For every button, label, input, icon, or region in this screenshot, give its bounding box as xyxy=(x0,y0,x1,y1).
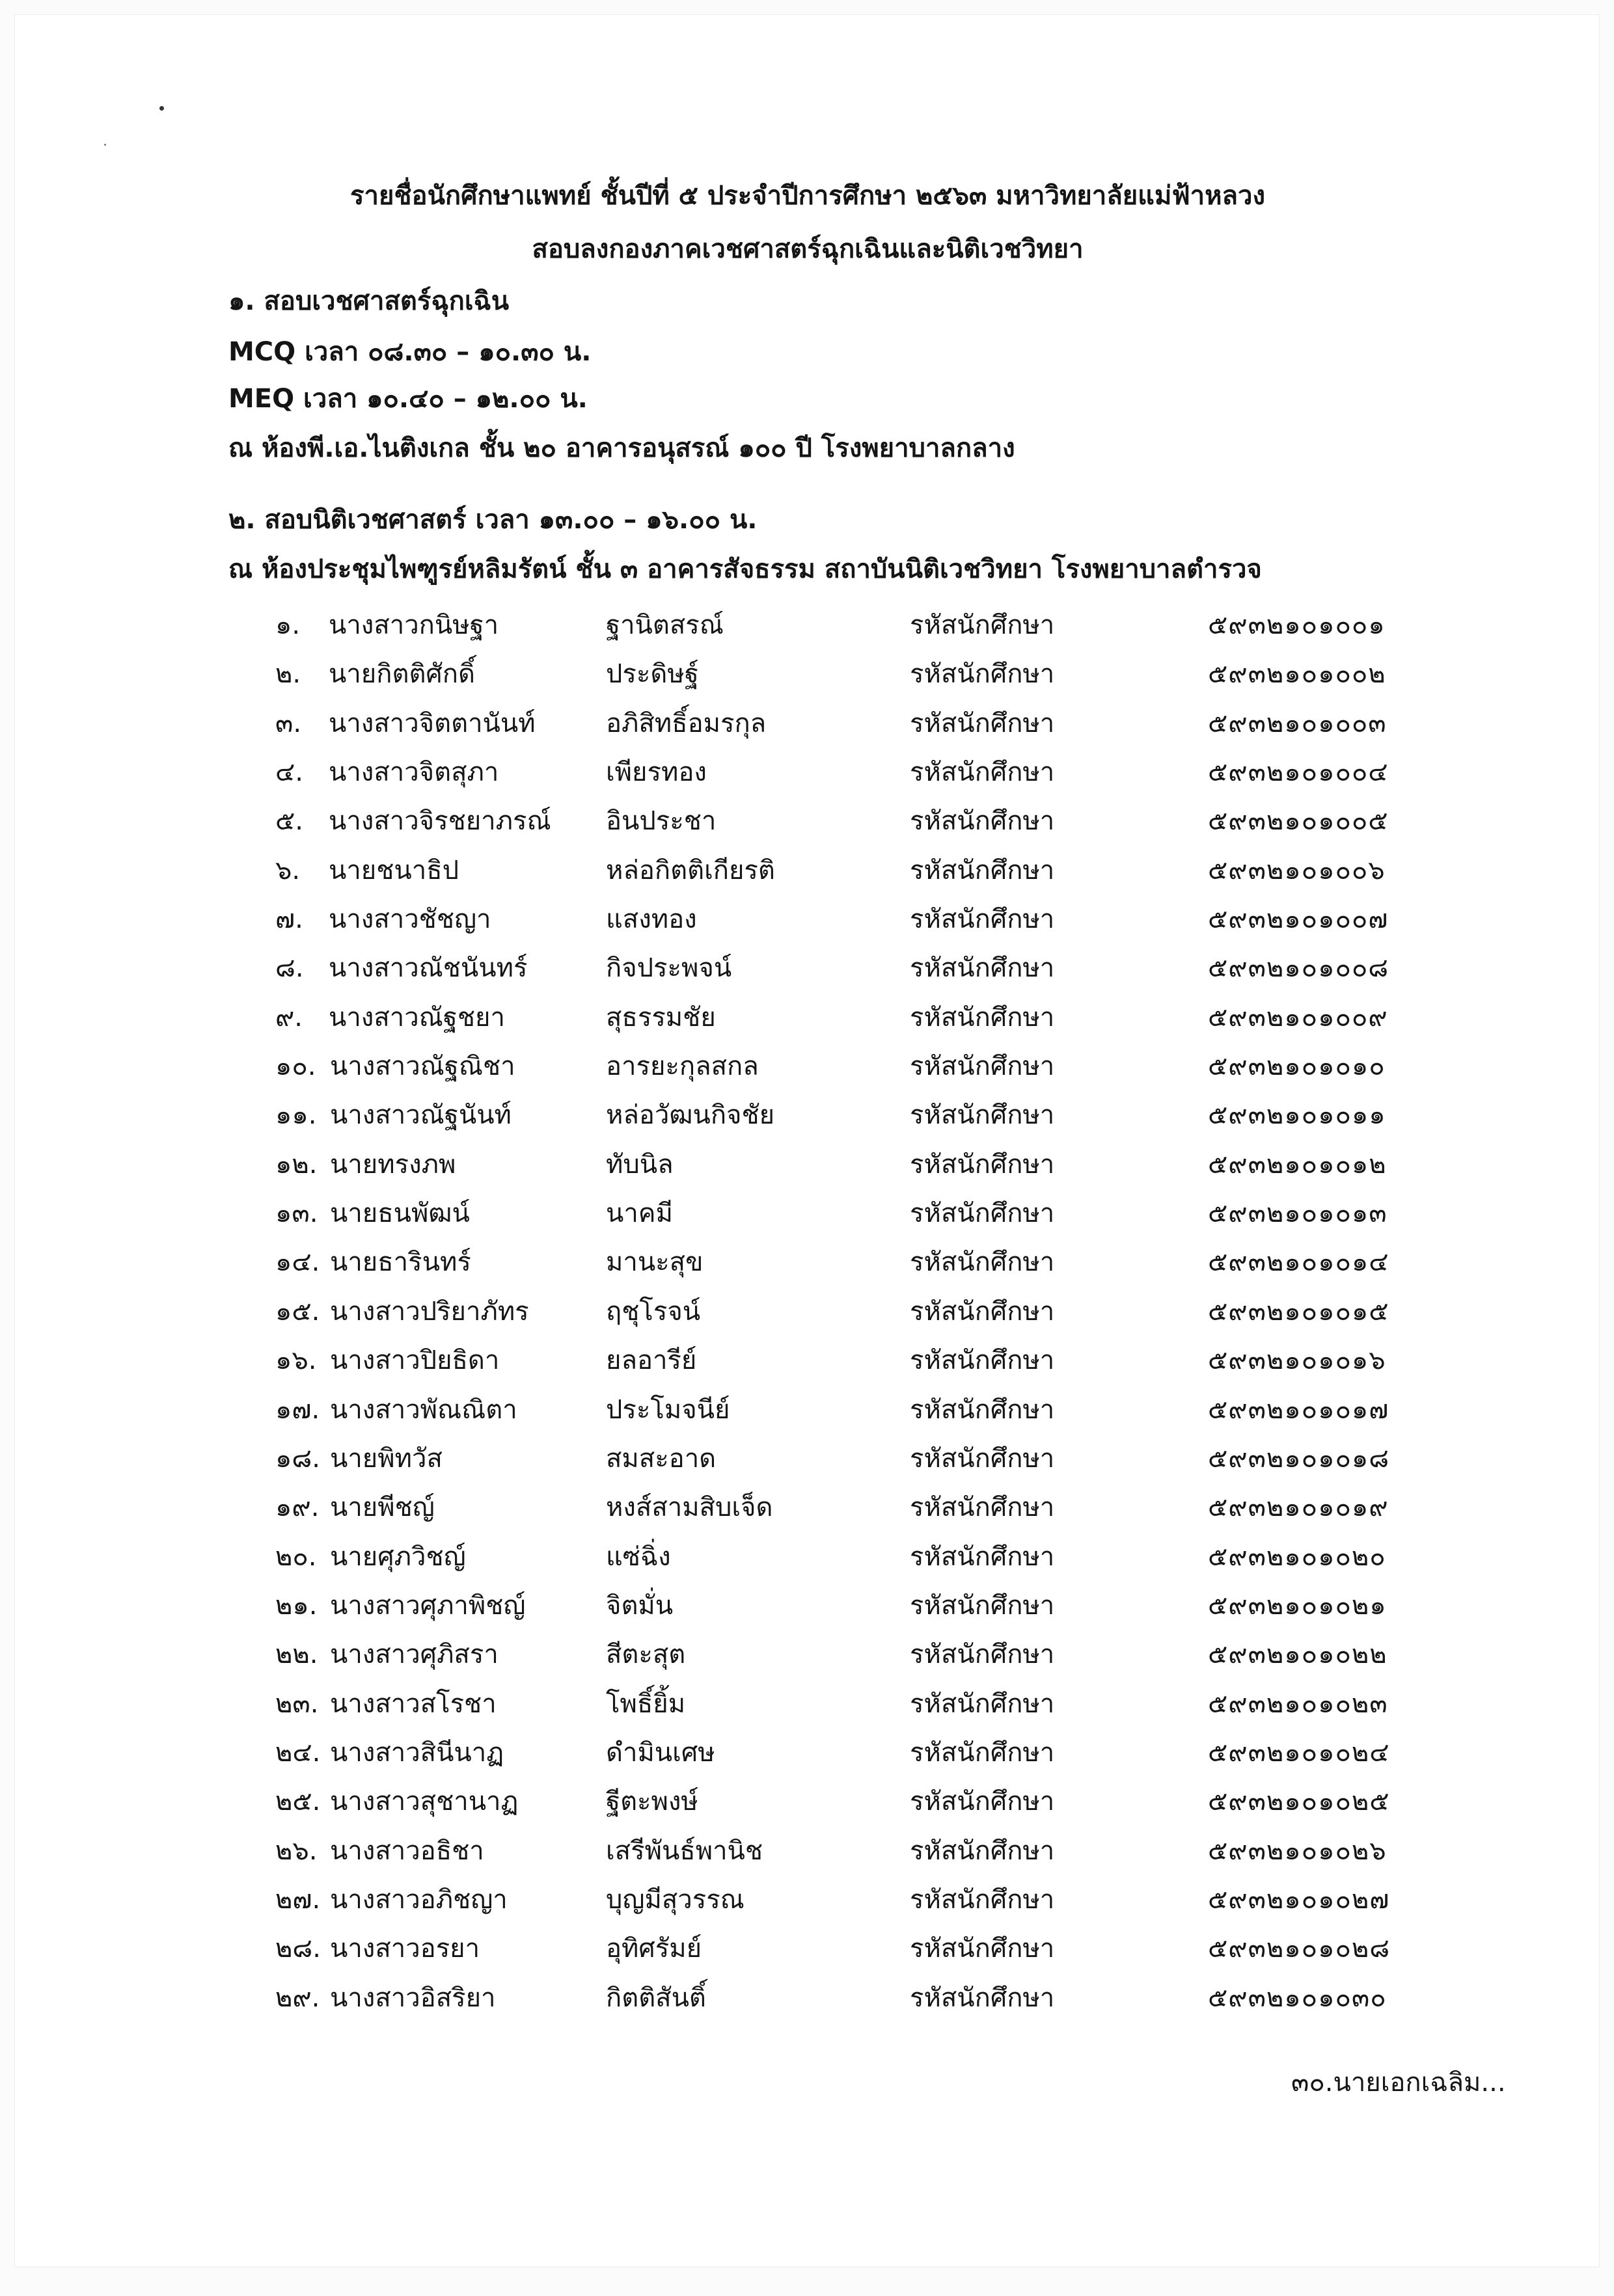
student-id-label: รหัสนักศึกษา xyxy=(910,708,1055,738)
student-name: นายศุภวิชญ์ xyxy=(330,1541,466,1572)
student-surname: ยลอารีย์ xyxy=(606,1345,697,1376)
student-id-label: รหัสนักศึกษา xyxy=(910,1394,1055,1425)
student-row xyxy=(15,1831,1600,1880)
student-id-label: รหัสนักศึกษา xyxy=(910,757,1055,788)
student-row xyxy=(15,1096,1600,1144)
student-number: ๑๕. xyxy=(275,1296,320,1327)
student-id-label: รหัสนักศึกษา xyxy=(910,1934,1055,1964)
student-id-code: ๕๙๓๒๑๐๑๐๐๒ xyxy=(1208,659,1386,690)
student-surname: จิตมั่น xyxy=(606,1590,674,1621)
student-id-label: รหัสนักศึกษา xyxy=(910,904,1055,935)
student-number: ๘. xyxy=(275,953,304,984)
section1-heading: ๑. สอบเวชศาสตร์ฉุกเฉิน xyxy=(228,286,510,316)
student-row xyxy=(15,949,1600,997)
student-surname: เสรีพันธ์พานิช xyxy=(606,1835,763,1866)
student-number: ๔. xyxy=(275,757,303,788)
student-surname: สุธรรมชัย xyxy=(606,1002,716,1033)
student-id-label: รหัสนักศึกษา xyxy=(910,1982,1055,2013)
student-id-code: ๕๙๓๒๑๐๑๐๒๖ xyxy=(1208,1835,1387,1866)
student-surname: สมสะอาด xyxy=(606,1443,717,1474)
student-id-label: รหัสนักศึกษา xyxy=(910,1443,1055,1474)
student-surname: หล่อกิตติเกียรติ xyxy=(606,855,775,885)
student-name: นายพิทวัส xyxy=(330,1443,443,1474)
student-name: นายกิตติศักดิ์ xyxy=(329,659,475,690)
student-surname: โพธิ์ยิ้ม xyxy=(606,1688,686,1719)
student-id-code: ๕๙๓๒๑๐๑๐๓๐ xyxy=(1208,1982,1387,2013)
student-row xyxy=(15,1194,1600,1243)
student-number: ๒๘. xyxy=(275,1934,321,1964)
student-name: นางสาวจิรชยาภรณ์ xyxy=(329,806,551,837)
student-surname: อุทิศรัมย์ xyxy=(606,1934,702,1964)
student-name: นางสาวปริยาภัทร xyxy=(330,1296,529,1327)
student-id-label: รหัสนักศึกษา xyxy=(910,1198,1055,1229)
student-row xyxy=(15,900,1600,949)
student-row xyxy=(15,1733,1600,1782)
student-id-code: ๕๙๓๒๑๐๑๐๑๐ xyxy=(1208,1051,1386,1082)
document-title: รายชื่อนักศึกษาแพทย์ ชั้นปีที่ ๕ ประจำปีการศึกษา ๒๕๖๓ มหาวิทยาลัยแม่ฟ้าหลวง xyxy=(350,181,1265,211)
student-number: ๕. xyxy=(275,806,303,837)
student-surname: บุญมีสุวรรณ xyxy=(606,1884,745,1915)
student-row xyxy=(15,1047,1600,1096)
student-name: นางสาวกนิษฐา xyxy=(329,610,499,640)
student-surname: สีตะสุต xyxy=(606,1640,686,1670)
student-id-code: ๕๙๓๒๑๐๑๐๑๘ xyxy=(1208,1443,1390,1474)
student-name: นางสาวสินีนาฏ xyxy=(330,1737,504,1768)
student-row xyxy=(15,1586,1600,1635)
student-id-label: รหัสนักศึกษา xyxy=(910,1541,1055,1572)
student-surname: เพียรทอง xyxy=(606,757,707,788)
student-id-code: ๕๙๓๒๑๐๑๐๑๙ xyxy=(1208,1492,1389,1523)
student-surname: ฐานิตสรณ์ xyxy=(606,610,724,640)
student-number: ๒๖. xyxy=(275,1835,318,1866)
student-surname: อินประชา xyxy=(606,806,717,837)
student-row xyxy=(15,1635,1600,1684)
student-id-label: รหัสนักศึกษา xyxy=(910,1835,1055,1866)
student-id-label: รหัสนักศึกษา xyxy=(910,1345,1055,1376)
student-row xyxy=(15,1929,1600,1978)
student-number: ๒๑. xyxy=(275,1590,318,1621)
student-number: ๑๗. xyxy=(275,1394,320,1425)
student-id-code: ๕๙๓๒๑๐๑๐๐๓ xyxy=(1208,708,1387,738)
student-surname: กิจประพจน์ xyxy=(606,953,732,984)
student-surname: ฤชุโรจน์ xyxy=(606,1296,701,1327)
student-name: นางสาวณัฐณิชา xyxy=(330,1051,515,1082)
student-row xyxy=(15,1243,1600,1291)
student-name: นางสาวชัชญา xyxy=(329,904,491,935)
student-id-label: รหัสนักศึกษา xyxy=(910,1296,1055,1327)
student-surname: แสงทอง xyxy=(606,904,697,935)
student-surname: อภิสิทธิ์อมรกุล xyxy=(606,708,767,738)
student-id-label: รหัสนักศึกษา xyxy=(910,1884,1055,1915)
student-name: นางสาวสโรชา xyxy=(330,1688,497,1719)
section1-venue: ณ ห้องพี.เอ.ไนติงเกล ชั้น ๒๐ อาคารอนุสรณ์ ๑๐๐ ปี โรงพยาบาลกลาง xyxy=(228,433,1015,463)
student-row xyxy=(15,704,1600,753)
student-surname: ดำมินเศษ xyxy=(606,1737,715,1768)
student-name: นางสาวอรยา xyxy=(330,1934,480,1964)
student-name: นางสาวอธิชา xyxy=(330,1835,484,1866)
student-id-code: ๕๙๓๒๑๐๑๐๐๕ xyxy=(1208,806,1389,837)
student-id-label: รหัสนักศึกษา xyxy=(910,1688,1055,1719)
student-id-code: ๕๙๓๒๑๐๑๐๐๗ xyxy=(1208,904,1389,935)
student-name: นางสาวปิยธิดา xyxy=(330,1345,500,1376)
student-id-label: รหัสนักศึกษา xyxy=(910,1787,1055,1817)
student-id-code: ๕๙๓๒๑๐๑๐๒๓ xyxy=(1208,1688,1388,1719)
student-id-code: ๕๙๓๒๑๐๑๐๒๑ xyxy=(1208,1590,1387,1621)
student-id-code: ๕๙๓๒๑๐๑๐๑๖ xyxy=(1208,1345,1386,1376)
student-id-code: ๕๙๓๒๑๐๑๐๒๗ xyxy=(1208,1884,1390,1915)
student-surname: กิตติสันติ์ xyxy=(606,1982,706,2013)
student-row xyxy=(15,1292,1600,1341)
student-surname: แซ่ฉิ่ง xyxy=(606,1541,671,1572)
scan-speck xyxy=(159,106,164,111)
student-number: ๒๕. xyxy=(275,1787,321,1817)
student-id-code: ๕๙๓๒๑๐๑๐๒๒ xyxy=(1208,1640,1388,1670)
student-id-label: รหัสนักศึกษา xyxy=(910,953,1055,984)
student-surname: หงส์สามสิบเจ็ด xyxy=(606,1492,773,1523)
student-number: ๑๔. xyxy=(275,1247,320,1278)
student-number: ๓. xyxy=(275,708,302,738)
student-number: ๒๔. xyxy=(275,1737,321,1768)
student-number: ๗. xyxy=(275,904,303,935)
student-surname: ประโมจนีย์ xyxy=(606,1394,730,1425)
student-id-label: รหัสนักศึกษา xyxy=(910,1051,1055,1082)
student-id-label: รหัสนักศึกษา xyxy=(910,610,1055,640)
student-surname: หล่อวัฒนกิจชัย xyxy=(606,1100,775,1131)
student-row xyxy=(15,1488,1600,1537)
student-name: นางสาวณัชนันทร์ xyxy=(329,953,528,984)
student-surname: ประดิษฐ์ xyxy=(606,659,699,690)
student-number: ๖. xyxy=(275,855,301,885)
student-row xyxy=(15,1537,1600,1586)
student-list xyxy=(15,606,1600,2027)
student-id-code: ๕๙๓๒๑๐๑๐๑๑ xyxy=(1208,1100,1386,1131)
student-id-code: ๕๙๓๒๑๐๑๐๒๐ xyxy=(1208,1541,1386,1572)
student-number: ๑. xyxy=(275,610,301,640)
student-id-label: รหัสนักศึกษา xyxy=(910,1247,1055,1278)
student-id-label: รหัสนักศึกษา xyxy=(910,1149,1055,1180)
student-number: ๙. xyxy=(275,1002,303,1033)
student-number: ๒๓. xyxy=(275,1688,319,1719)
student-name: นางสาวจิตสุภา xyxy=(329,757,499,788)
student-name: นางสาวศุภิสรา xyxy=(330,1640,499,1670)
student-row xyxy=(15,1145,1600,1194)
student-row xyxy=(15,655,1600,703)
student-number: ๑๘. xyxy=(275,1443,320,1474)
student-row xyxy=(15,1390,1600,1439)
document-page xyxy=(14,14,1600,2267)
student-number: ๑๙. xyxy=(275,1492,320,1523)
student-number: ๑๒. xyxy=(275,1149,318,1180)
student-id-code: ๕๙๓๒๑๐๑๐๐๑ xyxy=(1208,610,1386,640)
student-id-label: รหัสนักศึกษา xyxy=(910,1002,1055,1033)
student-name: นางสาวณัฐนันท์ xyxy=(330,1100,512,1131)
meq-schedule: MEQ เวลา ๑๐.๔๐ – ๑๒.๐๐ น. xyxy=(228,384,588,414)
student-name: นางสาวสุชานาฏ xyxy=(330,1787,519,1817)
student-row xyxy=(15,753,1600,802)
student-row xyxy=(15,1684,1600,1733)
student-number: ๒๒. xyxy=(275,1640,318,1670)
student-surname: ฐีตะพงษ์ xyxy=(606,1787,698,1817)
student-id-code: ๕๙๓๒๑๐๑๐๐๘ xyxy=(1208,953,1389,984)
student-name: นางสาวศุภาพิชญ์ xyxy=(330,1590,526,1621)
student-row xyxy=(15,1341,1600,1390)
student-id-code: ๕๙๓๒๑๐๑๐๐๙ xyxy=(1208,1002,1388,1033)
student-row xyxy=(15,998,1600,1047)
student-id-code: ๕๙๓๒๑๐๑๐๐๔ xyxy=(1208,757,1389,788)
student-number: ๒๙. xyxy=(275,1982,320,2013)
student-number: ๒. xyxy=(275,659,301,690)
student-id-code: ๕๙๓๒๑๐๑๐๒๘ xyxy=(1208,1934,1391,1964)
student-row xyxy=(15,1979,1600,2027)
student-row xyxy=(15,1880,1600,1929)
student-id-label: รหัสนักศึกษา xyxy=(910,1640,1055,1670)
section2-heading: ๒. สอบนิติเวชศาสตร์ เวลา ๑๓.๐๐ – ๑๖.๐๐ น. xyxy=(228,505,758,535)
student-number: ๑๐. xyxy=(275,1051,316,1082)
student-name: นายธนพัฒน์ xyxy=(330,1198,470,1229)
student-id-code: ๕๙๓๒๑๐๑๐๑๗ xyxy=(1208,1394,1389,1425)
student-id-code: ๕๙๓๒๑๐๑๐๑๓ xyxy=(1208,1198,1388,1229)
student-id-code: ๕๙๓๒๑๐๑๐๒๕ xyxy=(1208,1787,1390,1817)
student-name: นายพีชญ์ xyxy=(330,1492,435,1523)
document-subtitle: สอบลงกองภาคเวชศาสตร์ฉุกเฉินและนิติเวชวิทยา xyxy=(532,234,1084,264)
student-id-code: ๕๙๓๒๑๐๑๐๑๕ xyxy=(1208,1296,1389,1327)
student-surname: อารยะกุลสกล xyxy=(606,1051,759,1082)
student-id-label: รหัสนักศึกษา xyxy=(910,1492,1055,1523)
student-name: นางสาวจิตตานันท์ xyxy=(329,708,536,738)
student-row xyxy=(15,1439,1600,1488)
student-number: ๒๐. xyxy=(275,1541,317,1572)
student-name: นางสาวอิสริยา xyxy=(330,1982,496,2013)
student-name: นางสาวพัณณิตา xyxy=(330,1394,517,1425)
student-surname: นาคมี xyxy=(606,1198,673,1229)
student-id-label: รหัสนักศึกษา xyxy=(910,1100,1055,1131)
scan-speck xyxy=(104,144,106,146)
student-number: ๑๓. xyxy=(275,1198,318,1229)
student-id-label: รหัสนักศึกษา xyxy=(910,806,1055,837)
student-surname: มานะสุข xyxy=(606,1247,704,1278)
student-id-code: ๕๙๓๒๑๐๑๐๐๖ xyxy=(1208,855,1386,885)
student-number: ๑๖. xyxy=(275,1345,317,1376)
student-name: นางสาวอภิชญา xyxy=(330,1884,508,1915)
student-number: ๑๑. xyxy=(275,1100,317,1131)
student-id-code: ๕๙๓๒๑๐๑๐๑๒ xyxy=(1208,1149,1387,1180)
student-id-label: รหัสนักศึกษา xyxy=(910,1590,1055,1621)
student-row xyxy=(15,851,1600,900)
student-id-code: ๕๙๓๒๑๐๑๐๒๔ xyxy=(1208,1737,1390,1768)
student-row xyxy=(15,606,1600,655)
student-surname: ทับนิล xyxy=(606,1149,674,1180)
student-name: นายชนาธิป xyxy=(329,855,459,885)
student-name: นางสาวณัฐชยา xyxy=(329,1002,505,1033)
student-name: นายทรงภพ xyxy=(330,1149,456,1180)
student-id-code: ๕๙๓๒๑๐๑๐๑๔ xyxy=(1208,1247,1389,1278)
student-row xyxy=(15,1782,1600,1831)
student-name: นายธารินทร์ xyxy=(330,1247,471,1278)
student-id-label: รหัสนักศึกษา xyxy=(910,1737,1055,1768)
student-number: ๒๗. xyxy=(275,1884,321,1915)
student-row xyxy=(15,802,1600,850)
section2-venue: ณ ห้องประชุมไพฑูรย์หลิมรัตน์ ชั้น ๓ อาคารสัจธรรม สถาบันนิติเวชวิทยา โรงพยาบาลตำรวจ xyxy=(228,554,1262,584)
mcq-schedule: MCQ เวลา ๐๘.๓๐ – ๑๐.๓๐ น. xyxy=(228,337,592,367)
student-id-label: รหัสนักศึกษา xyxy=(910,855,1055,885)
student-id-label: รหัสนักศึกษา xyxy=(910,659,1055,690)
continuation-note: ๓๐.นายเอกเฉลิม... xyxy=(1291,2068,1506,2098)
